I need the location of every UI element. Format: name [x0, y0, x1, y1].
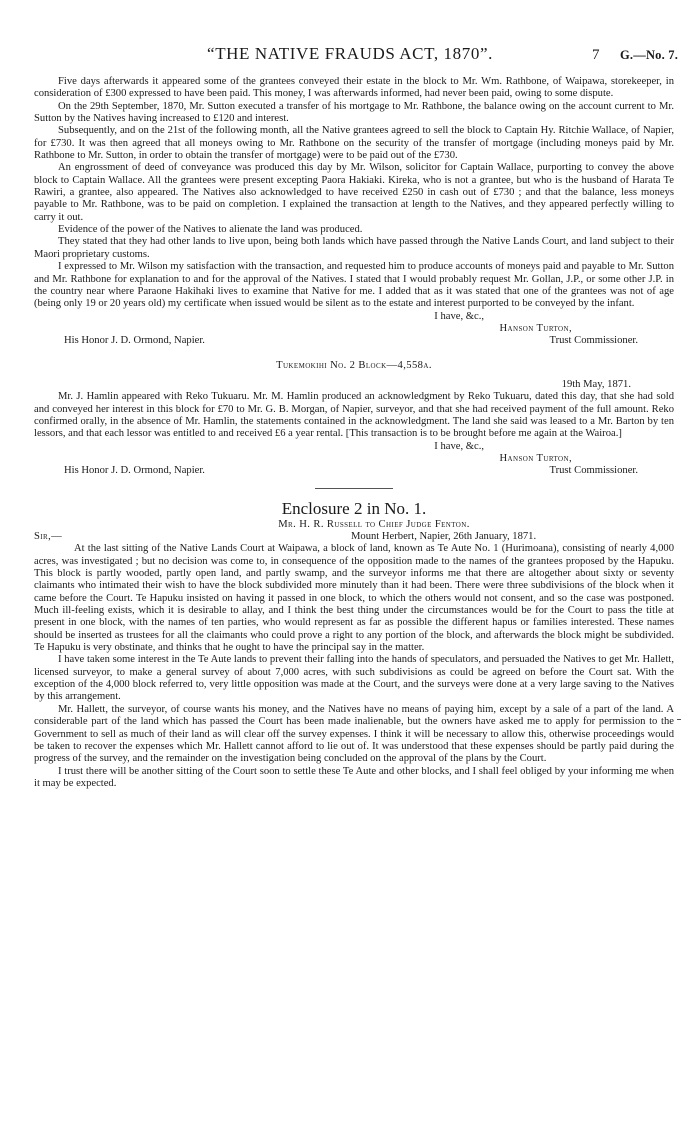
salutation-row: [34, 531, 674, 543]
paragraph: Subsequently, and on the 21st of the following month, all the Native grantees agreed to sell the block to Captain Hy. Ritchie Wallace, of Napier, for £730. It was then agreed that all moneys owing to Mr. Rathbone on the security of the transfer of mortgage (including moneys paid by Mr. Rathbone to Mr. Sutton, in order to obtain the transfer of mortgage) were to be paid out of the £730.: [34, 125, 674, 162]
enclosure-title: Enclosure 2 in No. 1.: [281, 498, 427, 518]
addressee-row: [34, 465, 674, 477]
salutation: Sir,—: [34, 531, 63, 542]
signatory-title: Trust Commissioner.: [549, 465, 638, 477]
signatory-name: Hanson Turton,: [499, 322, 572, 334]
paragraph: On the 29th September, 1870, Mr. Sutton executed a transfer of his mortgage to Mr. Rathbone, the balance owing on the account current to Mr. Sutton by the Natives having increased to £120 and interest.: [34, 100, 674, 125]
closing-phrase: I have, &c.,: [434, 440, 484, 452]
paragraph: I expressed to Mr. Wilson my satisfaction with the transaction, and requested him to produce accounts of moneys paid and payable to Mr. Sutton and Mr. Rathbone for explanation to and for the approval of the Natives. I stated that I would probably request Mr. Gollan, J.P., or some other J.P. in the country near where Paraone Hakihaki lives to examine that Native for me. I added that as it was stated that one of the grantees was not of age (being only 19 or 20 years old) my certificate when issued would be silent as to the estate and interest purported to be conveyed by the infant.: [34, 261, 674, 310]
entry-date: 19th May, 1871.: [561, 378, 631, 390]
addressee: His Honor J. D. Ormond, Napier.: [64, 465, 205, 477]
closing-phrase: I have, &c.,: [434, 310, 484, 322]
enclosure-section: [34, 499, 674, 791]
paragraph: Five days afterwards it appeared some of the grantees conveyed their estate in the block to Mr. Wm. Rathbone, of Waipawa, storekeeper, in consideration of £300 expressed to have been paid. This money, I was afterwards informed, had never been paid, owing to some dispute.: [34, 76, 674, 100]
first-letter: [34, 76, 674, 348]
signatory-title: Trust Commissioner.: [549, 335, 638, 347]
block-heading: Tukemokihi No. 2 Block—4,558a.: [276, 359, 432, 371]
signatory-name: Hanson Turton,: [499, 452, 572, 464]
section-divider: [315, 488, 393, 489]
tukemokihi-block-section: [34, 360, 674, 478]
paragraph: An engrossment of deed of conveyance was produced this day by Mr. Wilson, solicitor for Captain Wallace, purporting to convey the above block to Captain Wallace. All the grantees were present excepting Paora Hakiaki. Kireka, who is not a grantee, but who is the husband of Harata Te Rawiri, a grantee, also appeared. The Natives also acknowledged to have received £250 in cash out of £730 ; and that the balance, less moneys payable to Mr. Rathbone, was to be paid on completion. I explained the transaction at length to the Natives, and they appeared perfectly willing to carry it out.: [34, 162, 674, 223]
paragraph: Evidence of the power of the Natives to alienate the land was produced.: [58, 224, 363, 236]
document-body: [34, 76, 674, 790]
letter-address-date: Mount Herbert, Napier, 26th January, 1871.: [351, 531, 537, 542]
addressee-row: [34, 335, 674, 347]
margin-mark: [677, 719, 681, 720]
paragraph: I have taken some interest in the Te Aute lands to prevent their falling into the hands of speculators, and persuaded the Natives to get Mr. Hallett, licensed surveyor, to make a general survey of about 7,000 acres, with such subdivisions as could be agreed on before the Court sat. With the exception of the 4,000 block referred to, very little opposition was made at the Court, and the surveys were done at a very large saving to the Natives by this arrangement.: [34, 654, 674, 703]
page-header: [0, 44, 700, 68]
running-title: “THE NATIVE FRAUDS ACT, 1870”.: [207, 44, 493, 63]
paragraph: I trust there will be another sitting of the Court soon to settle these Te Aute and other blocks, and I shall feel obliged by your informing me when it may be expected.: [34, 765, 674, 789]
letter-heading: Mr. H. R. Russell to Chief Judge Fenton.: [278, 518, 470, 530]
paragraph: At the last sitting of the Native Lands Court at Waipawa, a block of land, known as Te Aute No. 1 (Hurimoana), consisting of nearly 4,000 acres, was investigated ; but no decision was come to, in consequence of the opposition made to the names of the grantees proposed by the Hapuku. This block is partly wooded, partly open land, and partly swamp, and the surveyor informs me that there are altogether about sixty or seventy claimants who intimated their wish to have the block subdivided more minutely than it had been. There were three subdivisions of the block when it came before the Court. Te Hapuku insisted on having it passed in one block, to which the others would not consent, and so the case was postponed. Much ill-feeling exists, which it is desirable to allay, and I think the best thing under the circumstances would be for the Court to pass the title at present in one block, with the names of ten parties, who would represent as far as possible the different hapus or families interested. These names should be inserted as trustees for all the claimants who could prove a right to any portion of the block, and afterwards the block might be subdivided. Te Hapuku is very obstinate, and thinks that he ought to have the principal say in the matter.: [34, 543, 674, 654]
paper-reference: G.—No. 7.: [620, 48, 679, 62]
paragraph: They stated that they had other lands to live upon, being both lands which have passed through the Native Lands Court, and land subject to their Maori proprietary customs.: [34, 236, 674, 260]
addressee: His Honor J. D. Ormond, Napier.: [64, 335, 205, 347]
paragraph: Mr. Hallett, the surveyor, of course wants his money, and the Natives have no means of paying him, except by a sale of a part of the land. A considerable part of the land which has passed the Court has been made inalienable, but the owners have asked me to apply for permission to the Government to sell as much of their land as will clear off the survey expenses. I think it will be necessary to allow this, otherwise proceedings would be taken to recover the expenses which Mr. Hallett cannot afford to lie out of. It was understood that these expenses should be partly paid during the progress of the survey, and the remainder on the investigation being concluded on the approval of the plans by the Court.: [34, 703, 674, 765]
page-number: 7: [592, 47, 600, 63]
paragraph: Mr. J. Hamlin appeared with Reko Tukuaru. Mr. M. Hamlin produced an acknowledgment by Reko Tukuaru, dated this day, that she had sold and conveyed her interest in this block for £70 to Mr. G. B. Morgan, of Napier, surveyor, and that she had received payment of the full amount. Reko confirmed orally, in the absence of Mr. Hamlin, the statements contained in the acknowledgment. The land she said was leased to a Mr. Barton by ten lessors, and that each lessor was entitled to and received £6 a year rental. [This transaction is to be brought before me again at the Wairoa.]: [34, 391, 674, 440]
